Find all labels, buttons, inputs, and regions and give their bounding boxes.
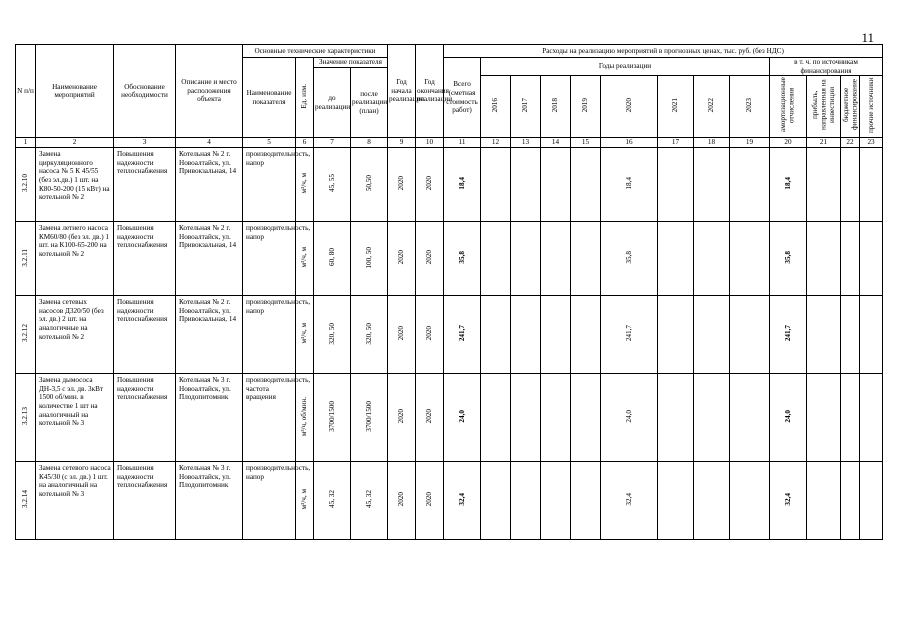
header-src-other: прочие источники [860,76,883,138]
header-before: до реализации [314,68,351,138]
row-after: 50,50 [351,148,388,222]
col-number: 17 [658,138,694,148]
col-number: 7 [314,138,351,148]
col-number: 19 [730,138,770,148]
row-before: 320, 50 [314,296,351,374]
header-year-start: Год начала реализации [388,45,416,138]
header-src-profit: прибыль, направленная на инвестиции [807,76,841,138]
col-number: 10 [416,138,444,148]
row-indicator: производительность, напор [243,222,296,296]
header-after: после реализации (план) [351,68,388,138]
row-year-end: 2020 [416,462,444,540]
row-total: 32,4 [444,462,481,540]
page-number: 11 [861,30,874,45]
header-indicator-name: Наименование показателя [243,58,296,138]
header-year-2020: 2020 [601,76,658,138]
row-year-start: 2020 [388,222,416,296]
header-sources-group: в т. ч. по источникам финансирования [770,58,883,76]
row-after: 45, 32 [351,462,388,540]
col-number: 5 [243,138,296,148]
row-total: 241,7 [444,296,481,374]
row-year-2020-value: 241,7 [601,296,658,374]
col-number: 13 [511,138,541,148]
header-year-2019: 2019 [571,76,601,138]
row-unit: м³/ч, м [296,222,314,296]
row-id: 3.2.12 [16,296,36,374]
col-number: 20 [770,138,807,148]
header-value-group: Значение показателя [314,58,388,68]
row-indicator: производительность, напор [243,462,296,540]
row-year-start: 2020 [388,462,416,540]
row-indicator: производительность, напор [243,296,296,374]
row-before: 45, 55 [314,148,351,222]
row-id: 3.2.10 [16,148,36,222]
header-year-end: Год окончания реализации [416,45,444,138]
row-year-end: 2020 [416,374,444,462]
table-row [16,222,883,296]
row-justification: Повышения надежности теплоснабжения [114,296,176,374]
row-year-start: 2020 [388,148,416,222]
header-year-2021: 2021 [658,76,694,138]
row-name: Замена сетевого насоса К45/30 (с эл. дв.) 1 шт. на аналогичный на котельной № 3 [36,462,114,540]
header-justification: Обоснование необходимости [114,45,176,138]
row-year-2020-value: 35,8 [601,222,658,296]
col-number: 21 [807,138,841,148]
header-tech-group: Основные технические характеристики [243,45,388,58]
column-numbers-row [16,138,883,148]
row-unit: м³/ч, м [296,296,314,374]
header-year-2017: 2017 [511,76,541,138]
row-total: 18,4 [444,148,481,222]
col-number: 18 [694,138,730,148]
row-description: Котельная № 3 г. Новоалтайск, ул. Плодопитомник [176,374,243,462]
col-number: 15 [571,138,601,148]
row-amort: 24,0 [770,374,807,462]
row-year-end: 2020 [416,148,444,222]
col-number: 1 [16,138,36,148]
col-number: 8 [351,138,388,148]
header-years-group: Годы реализации [481,58,770,76]
row-before: 3700/1500 [314,374,351,462]
row-justification: Повышения надежности теплоснабжения [114,148,176,222]
investment-table [15,44,883,540]
row-year-2020-value: 18,4 [601,148,658,222]
col-number: 4 [176,138,243,148]
row-before: 45, 32 [314,462,351,540]
row-year-start: 2020 [388,374,416,462]
row-total: 35,8 [444,222,481,296]
row-description: Котельная № 3 г. Новоалтайск, ул. Плодопитомник [176,462,243,540]
col-number: 11 [444,138,481,148]
row-before: 60, 80 [314,222,351,296]
row-after: 3700/1500 [351,374,388,462]
table-row [16,296,883,374]
row-name: Замена сетевых насосов Д320/50 (без эл. дв.) 2 шт. на аналогичные на котельной № 2 [36,296,114,374]
row-year-end: 2020 [416,296,444,374]
row-unit: м³/ч, об/мин. [296,374,314,462]
header-description: Описание и место расположения объекта [176,45,243,138]
row-description: Котельная № 2 г. Новоалтайск, ул. Привокзальная, 14 [176,222,243,296]
col-number: 22 [841,138,860,148]
col-number: 6 [296,138,314,148]
row-amort: 18,4 [770,148,807,222]
table-row [16,462,883,540]
col-number: 23 [860,138,883,148]
row-description: Котельная № 2 г. Новоалтайск, ул. Привокзальная, 14 [176,148,243,222]
row-year-2020-value: 32,4 [601,462,658,540]
header-year-2023: 2023 [730,76,770,138]
header-src-amort: амортизационные отчисления [770,76,807,138]
row-indicator: производительность, частота вращения [243,374,296,462]
col-number: 3 [114,138,176,148]
row-year-start: 2020 [388,296,416,374]
header-year-2022: 2022 [694,76,730,138]
col-number: 12 [481,138,511,148]
row-name: Замена дымососа ДН-3,5 с эл. дв. 3кВт 1500 об/мин. в количестве 1 шт на аналогичный на котельной № 3 [36,374,114,462]
header-year-2018: 2018 [541,76,571,138]
header-expenses-group: Расходы на реализацию мероприятий в прогнозных ценах, тыс. руб. (без НДС) [444,45,883,58]
header-name: Наименование мероприятий [36,45,114,138]
row-amort: 241,7 [770,296,807,374]
header-src-budget: бюджетное финансирование [841,76,860,138]
header-year-2016: 2016 [481,76,511,138]
row-year-2020-value: 24,0 [601,374,658,462]
row-id: 3.2.14 [16,462,36,540]
header-unit: Ед. изм. [296,58,314,138]
table-row [16,148,883,222]
row-total: 24,0 [444,374,481,462]
row-unit: м³/ч, м [296,462,314,540]
row-indicator: производительность, напор [243,148,296,222]
col-number: 2 [36,138,114,148]
row-description: Котельная № 2 г. Новоалтайск, ул. Привокзальная, 14 [176,296,243,374]
row-after: 100, 50 [351,222,388,296]
row-justification: Повышения надежности теплоснабжения [114,462,176,540]
col-number: 9 [388,138,416,148]
header-total: Всего (сметная стоимость работ) [444,58,481,138]
row-unit: м³/ч, м [296,148,314,222]
row-after: 320, 50 [351,296,388,374]
row-name: Замена летнего насоса КМ60/80 (без эл. дв.) 1 шт. на К100-65-200 на котельной № 2 [36,222,114,296]
row-name: Замена циркуляционного насоса № 5 К 45/55 (без эл.дв.) 1 шт. на К80-50-200 (15 кВт) на котельной № 2 [36,148,114,222]
header-num: N п/п [16,45,36,138]
col-number: 14 [541,138,571,148]
row-id: 3.2.11 [16,222,36,296]
row-amort: 35,8 [770,222,807,296]
row-justification: Повышения надежности теплоснабжения [114,222,176,296]
table-row [16,374,883,462]
row-id: 3.2.13 [16,374,36,462]
row-justification: Повышения надежности теплоснабжения [114,374,176,462]
col-number: 16 [601,138,658,148]
row-year-end: 2020 [416,222,444,296]
row-amort: 32,4 [770,462,807,540]
